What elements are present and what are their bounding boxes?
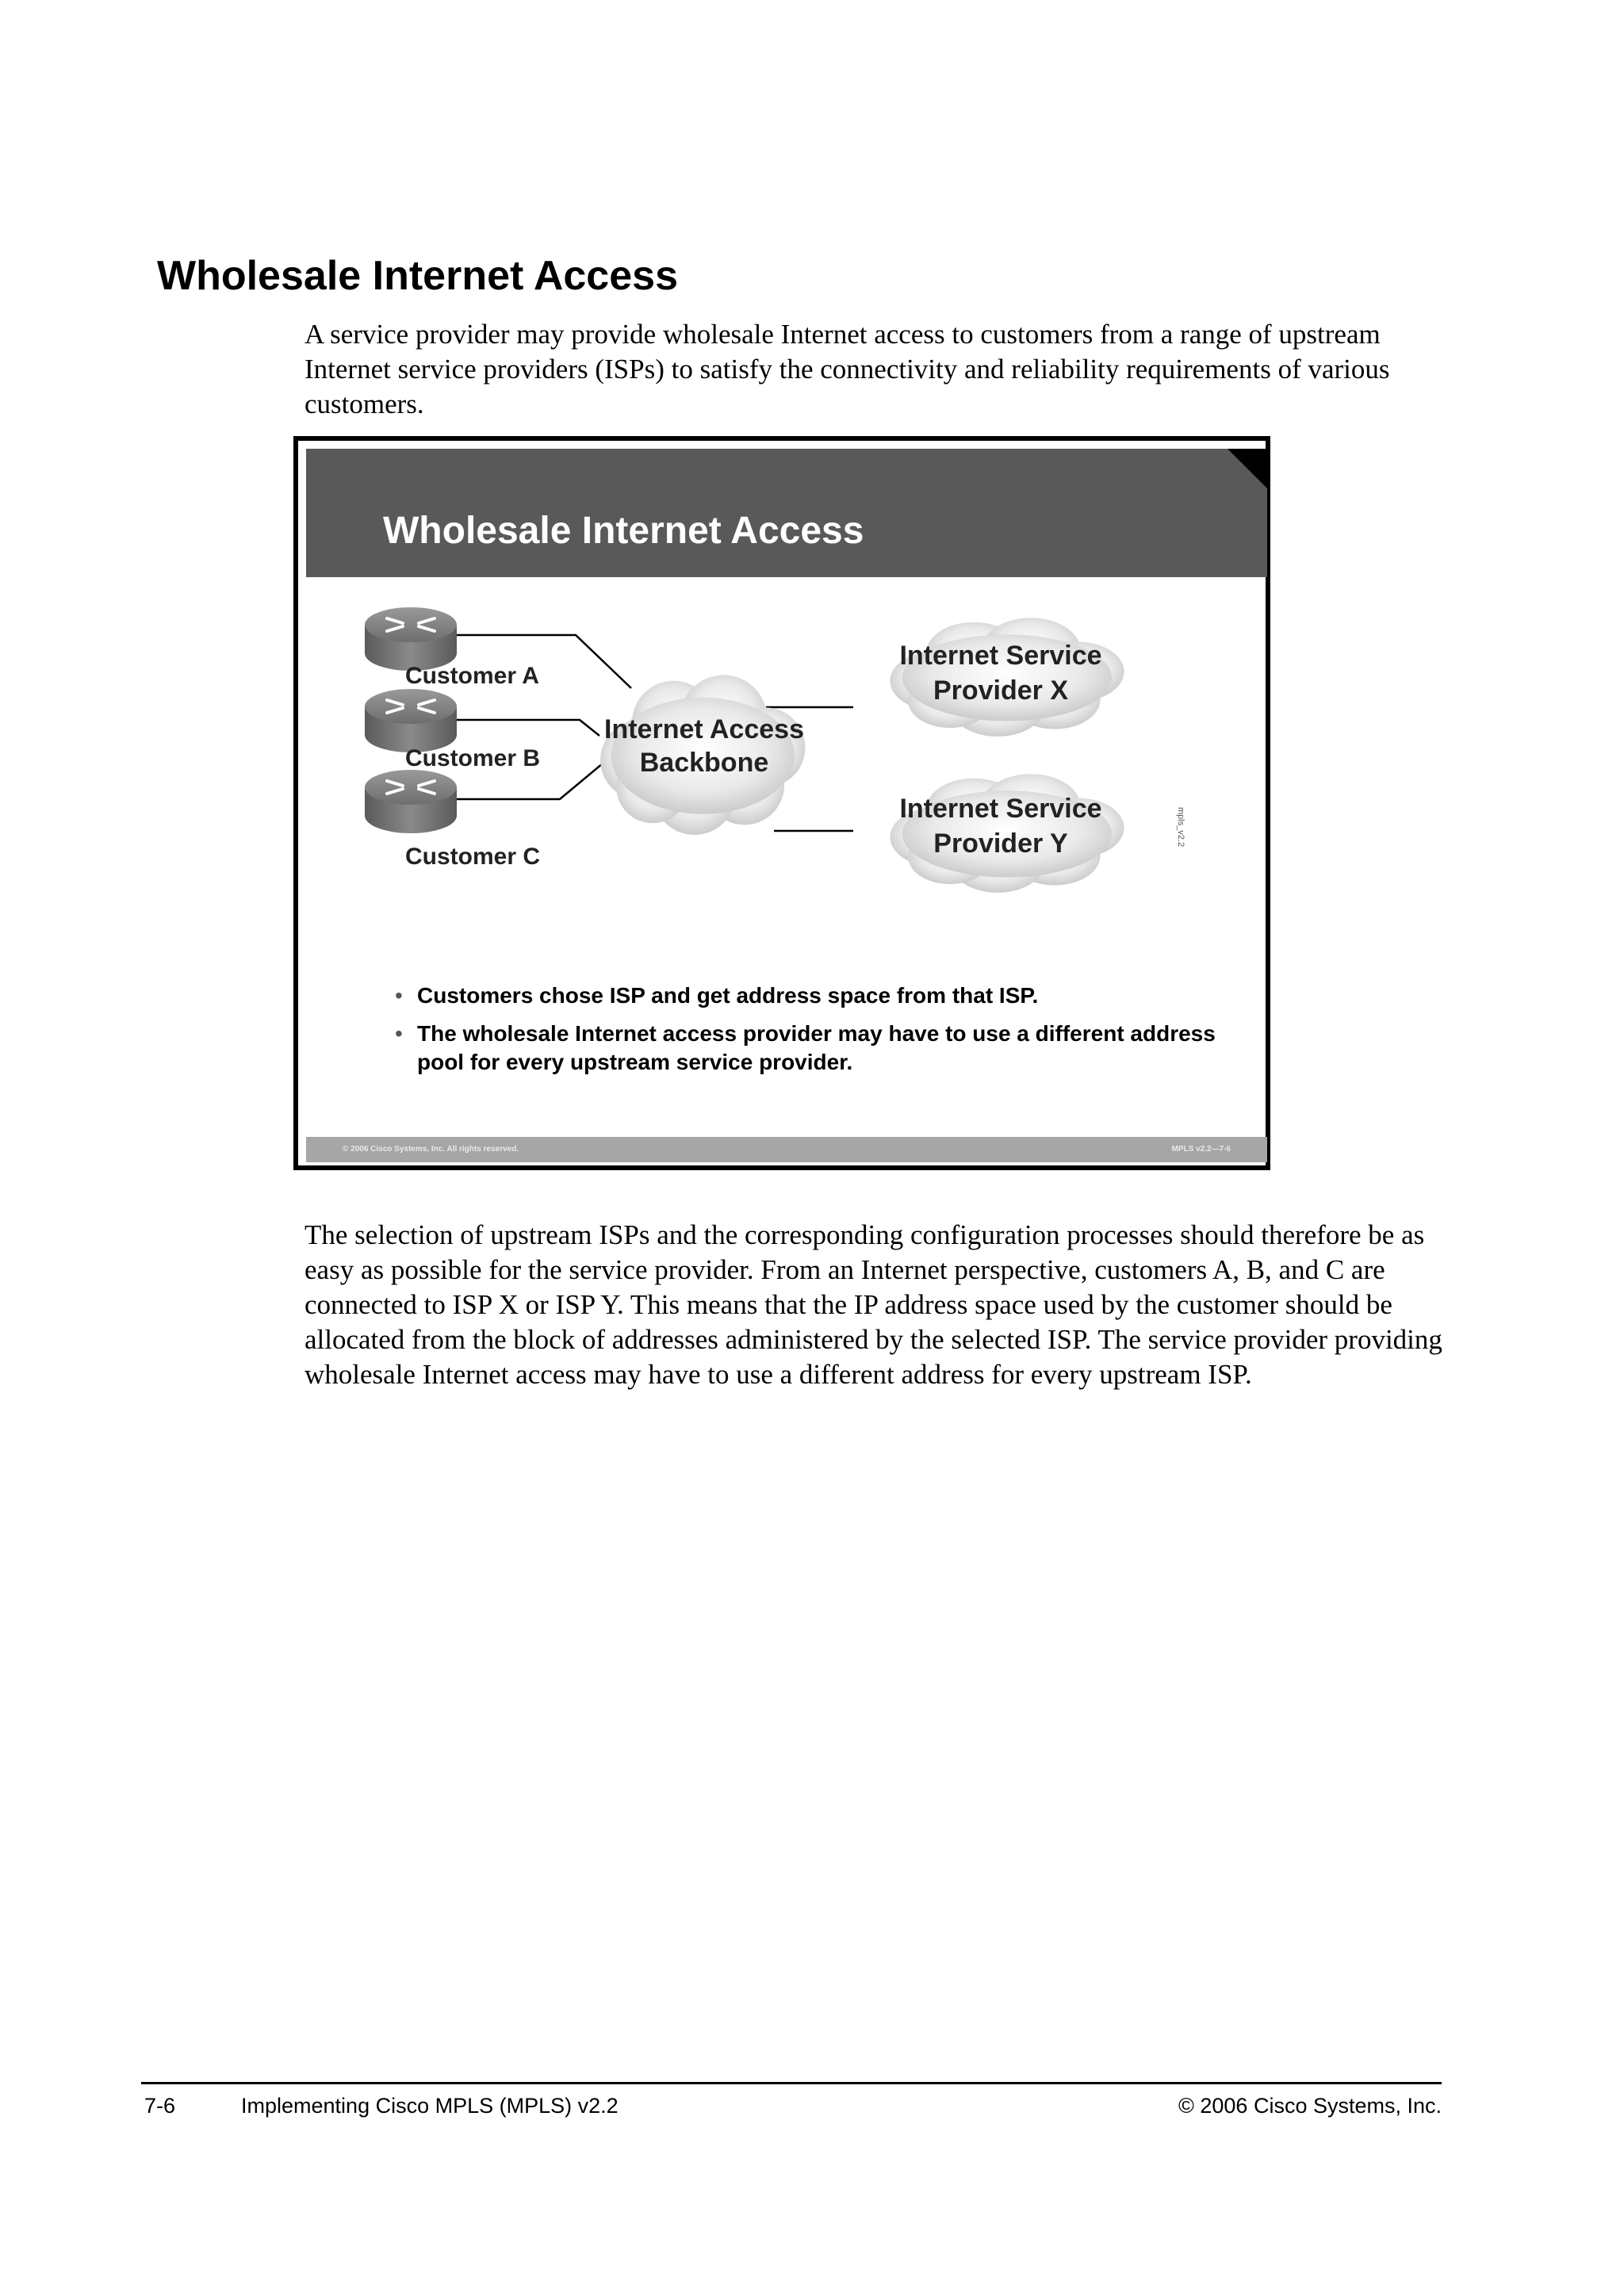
slide-title: Wholesale Internet Access (383, 510, 864, 552)
slide-corner-triangle (1228, 449, 1267, 488)
slide-footer-version: MPLS v2.2—7-6 (1171, 1145, 1231, 1154)
isp-y-label-line2: Provider Y (933, 828, 1068, 859)
figure-id-label: mpls_v2.2 (1176, 807, 1185, 848)
customer-a-label: Customer A (405, 663, 539, 689)
slide-footer-copyright: © 2006 Cisco Systems, Inc. All rights reserved. (343, 1145, 519, 1154)
slide-bullet: • The wholesale Internet access provider may have to use a different address pool for every upstream service provider. (395, 1021, 1216, 1074)
slide-bullet: • Customers chose ISP and get address space from that ISP. (395, 983, 1039, 1008)
isp-y-label-line1: Internet Service (899, 794, 1102, 824)
router-icon-customer-b (365, 689, 457, 752)
backbone-label-line1: Internet Access (604, 714, 804, 744)
intro-paragraph: A service provider may provide wholesale Internet access to customers from a range of upstream Internet service providers (ISPs) to satisfy the connectivity and reliability requirements of various customers. (304, 319, 1390, 419)
footer-page-number: 7-6 (144, 2094, 176, 2118)
isp-x-label-line2: Provider X (933, 675, 1069, 706)
slide-footer (306, 1137, 1267, 1162)
body-paragraph: The selection of upstream ISPs and the corresponding configuration processes should therefore be as easy as possible for the service provider. From an Internet perspective, customers A, B, and C are connected to ISP X or ISP Y. This means that the IP address space used by the customer should be allocated from the block of addresses administered by the selected ISP. The service provider providing wholesale Internet access may have to use a different address for every upstream ISP. (304, 1219, 1442, 1390)
router-icon-customer-c (365, 770, 457, 833)
backbone-label-line2: Backbone (639, 748, 769, 778)
footer-course-title: Implementing Cisco MPLS (MPLS) v2.2 (241, 2094, 619, 2118)
slide-header (306, 449, 1267, 577)
footer-divider (141, 2082, 1442, 2084)
slide-frame (293, 436, 1270, 1170)
page-title: Wholesale Internet Access (157, 253, 678, 299)
customer-c-label: Customer C (405, 844, 541, 870)
router-icon-customer-a (365, 607, 457, 671)
customer-b-label: Customer B (405, 745, 541, 771)
footer-copyright: © 2006 Cisco Systems, Inc. (1178, 2094, 1442, 2118)
network-diagram (298, 577, 1266, 958)
isp-x-label-line1: Internet Service (899, 641, 1102, 671)
